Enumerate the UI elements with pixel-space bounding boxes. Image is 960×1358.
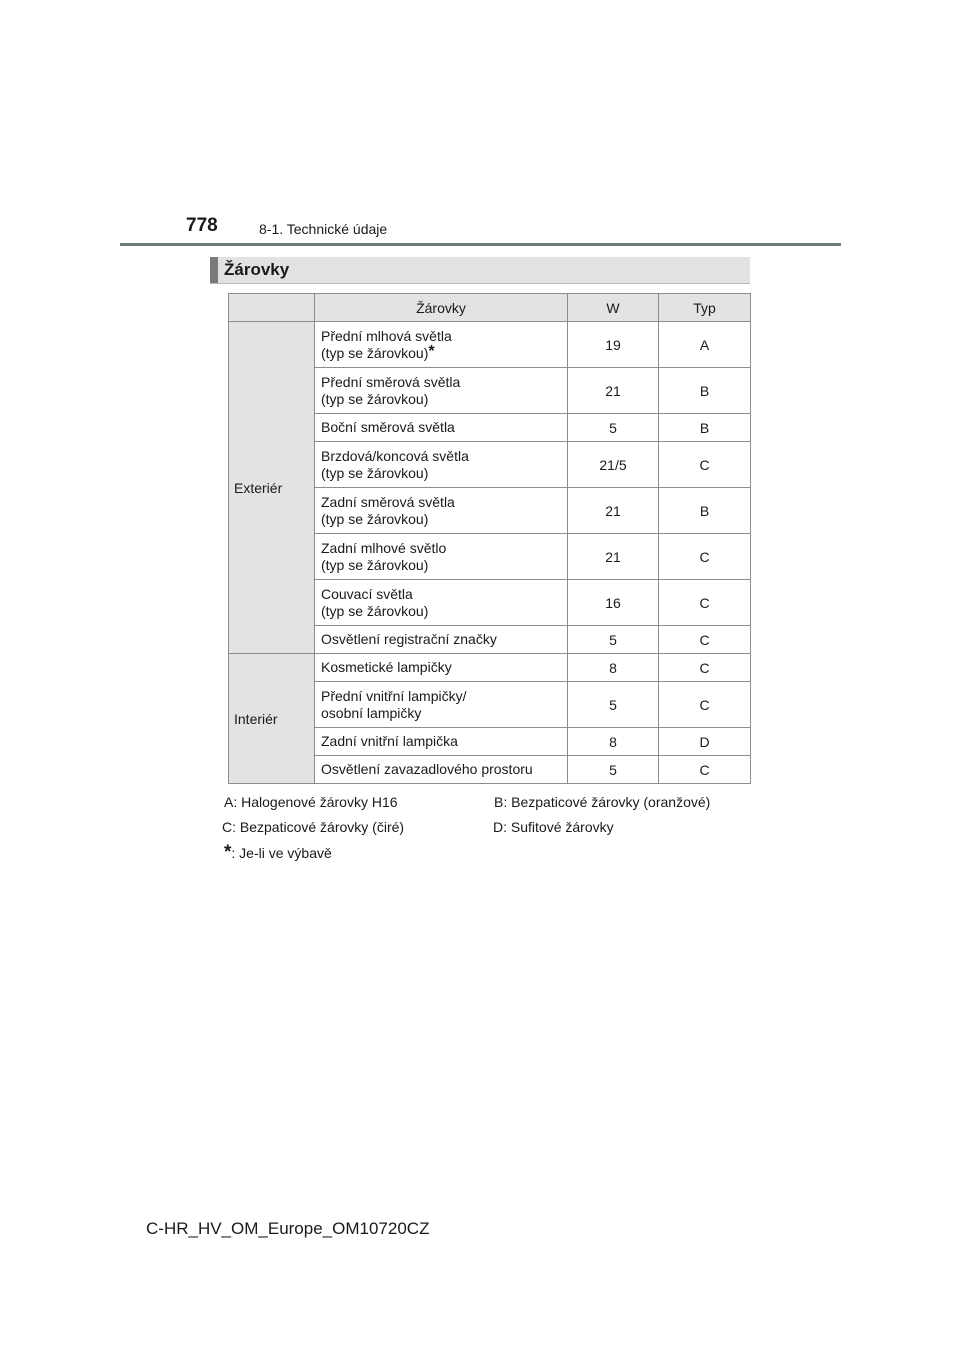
bulb-name: Brzdová/koncová světla (typ se žárovkou) [315, 442, 568, 488]
bulb-type: B [659, 368, 751, 414]
bulb-watts: 5 [568, 682, 659, 728]
bulb-name: Zadní mlhové světlo (typ se žárovkou) [315, 534, 568, 580]
page-number: 778 [186, 215, 218, 236]
bulb-name: Boční směrová světla [315, 414, 568, 442]
document-code: C-HR_HV_OM_Europe_OM10720CZ [146, 1219, 430, 1238]
bulb-name: Zadní vnitřní lampička [315, 728, 568, 756]
legend-b: B: Bezpaticové žárovky (oranžové) [494, 794, 711, 810]
table-row [229, 654, 751, 682]
heading-accent [210, 257, 218, 283]
bulb-type: C [659, 626, 751, 654]
bulb-type: A [659, 322, 751, 368]
bulb-watts: 21 [568, 488, 659, 534]
section-heading: Žárovky [224, 260, 290, 279]
bulb-name: Kosmetické lampičky [315, 654, 568, 682]
section-heading-bar [210, 257, 750, 284]
column-header-bulbs: Žárovky [315, 294, 568, 322]
bulb-watts: 5 [568, 756, 659, 784]
bulb-type: D [659, 728, 751, 756]
bulb-watts: 21/5 [568, 442, 659, 488]
bulb-watts: 21 [568, 534, 659, 580]
bulb-type: C [659, 580, 751, 626]
bulb-type: C [659, 654, 751, 682]
group-label-interior: Interiér [229, 654, 315, 784]
bulb-name: Přední vnitřní lampičky/ osobní lampičky [315, 682, 568, 728]
bulb-name: Osvětlení zavazadlového prostoru [315, 756, 568, 784]
bulb-table [228, 293, 751, 784]
footnote-text: : Je-li ve výbavě [231, 845, 332, 861]
legend-d: D: Sufitové žárovky [493, 819, 614, 835]
bulb-watts: 16 [568, 580, 659, 626]
section-title: 8-1. Technické údaje [259, 221, 388, 237]
bulb-type: C [659, 534, 751, 580]
bulb-watts: 8 [568, 728, 659, 756]
bulb-watts: 8 [568, 654, 659, 682]
footnote-mark: * [428, 342, 435, 360]
bulb-name: Přední mlhová světla (typ se žárovkou)* [315, 322, 568, 368]
group-label-exterior: Exteriér [229, 322, 315, 654]
table-header-row [229, 294, 751, 322]
footnote [224, 842, 332, 864]
column-header-group [229, 294, 315, 322]
bulb-type: C [659, 756, 751, 784]
bulb-name: Přední směrová světla (typ se žárovkou) [315, 368, 568, 414]
legend-a: A: Halogenové žárovky H16 [224, 794, 398, 810]
bulb-name: Zadní směrová světla (typ se žárovkou) [315, 488, 568, 534]
column-header-type: Typ [659, 294, 751, 322]
footnote-star: * [224, 842, 232, 863]
bulb-watts: 19 [568, 322, 659, 368]
bulb-type: B [659, 488, 751, 534]
table-row [229, 322, 751, 368]
bulb-watts: 21 [568, 368, 659, 414]
bulb-type: B [659, 414, 751, 442]
bulb-name: Osvětlení registrační značky [315, 626, 568, 654]
header-divider [120, 243, 841, 246]
bulb-watts: 5 [568, 414, 659, 442]
bulb-watts: 5 [568, 626, 659, 654]
bulb-type: C [659, 442, 751, 488]
column-header-watts: W [568, 294, 659, 322]
legend-c: C: Bezpaticové žárovky (čiré) [222, 819, 405, 835]
bulb-name: Couvací světla (typ se žárovkou) [315, 580, 568, 626]
bulb-type: C [659, 682, 751, 728]
